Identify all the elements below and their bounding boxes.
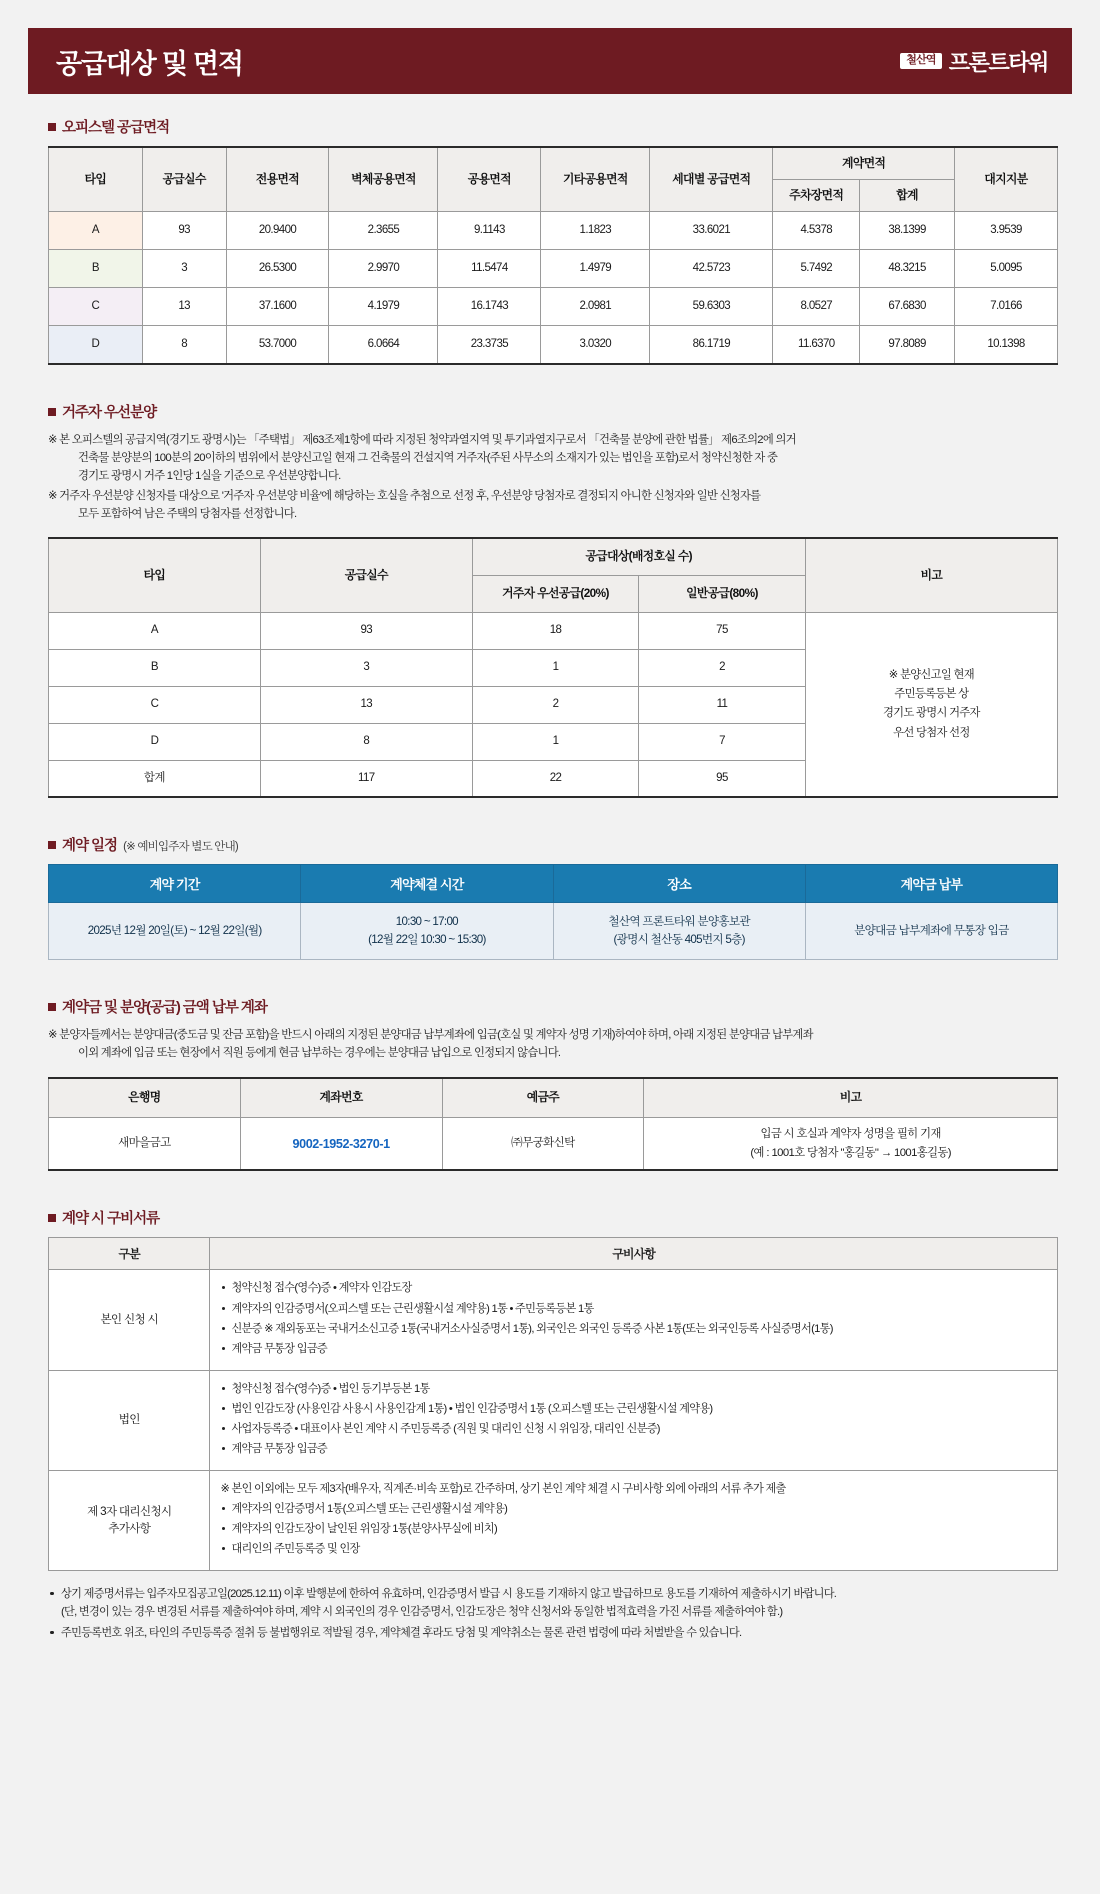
documents-header-row xyxy=(49,1238,1058,1270)
cell-etc-common: 1.4979 xyxy=(541,250,650,288)
note-1-line-3: 경기도 광명시 거주 1인당 1실을 기준으로 우선분양합니다. xyxy=(78,470,341,483)
contract-time-line-2: (12월 22일 10:30 ~ 15:30) xyxy=(368,933,486,947)
cell-units: 13 xyxy=(260,686,472,723)
cell-type: B xyxy=(49,250,143,288)
document-item-list xyxy=(220,1380,1047,1460)
section-heading-schedule xyxy=(48,834,1058,855)
cell-account-holder: ㈜무궁화신탁 xyxy=(442,1118,644,1171)
col-account-number: 계좌번호 xyxy=(240,1078,442,1118)
col-contract-total: 합계 xyxy=(860,180,955,212)
cell-bank-name: 새마을금고 xyxy=(49,1118,241,1171)
col-land-share: 대지지분 xyxy=(955,147,1058,212)
list-item: 계약금 무통장 입금증 xyxy=(220,1340,1047,1359)
document-item-list xyxy=(220,1480,1047,1560)
cell-wall-common: 2.9970 xyxy=(329,250,438,288)
cell-type: B xyxy=(49,649,261,686)
cell-items-proxy xyxy=(210,1470,1058,1570)
category-proxy-line-1: 제 3자 대리신청시 xyxy=(87,1504,172,1518)
col-bank-remark: 비고 xyxy=(644,1078,1058,1118)
cell-bank-remark xyxy=(644,1118,1058,1171)
cell-general: 2 xyxy=(639,649,805,686)
cell-land-share: 5.0095 xyxy=(955,250,1058,288)
cell-parking: 11.6370 xyxy=(773,326,860,364)
page-root xyxy=(0,28,1100,1894)
cell-units: 8 xyxy=(142,326,226,364)
cell-units: 3 xyxy=(142,250,226,288)
cell-per-unit-supply: 33.6021 xyxy=(650,212,773,250)
page-title: 공급대상 및 면적 xyxy=(56,48,243,79)
cell-type: 합계 xyxy=(49,760,261,797)
cell-type: D xyxy=(49,723,261,760)
cell-resident: 22 xyxy=(472,760,638,797)
cell-type: C xyxy=(49,288,143,326)
footer-notes xyxy=(48,1585,1058,1642)
table-row xyxy=(49,903,1058,960)
cell-common: 11.5474 xyxy=(438,250,541,288)
footer-note-2: 주민등록번호 위조, 타인의 주민등록증 절취 등 불법행위로 적발될 경우, 계약체결 후라도 당첨 및 계약취소는 물론 관련 법령에 따라 처벌받을 수 있습니다. xyxy=(48,1624,1058,1642)
cell-units: 3 xyxy=(260,649,472,686)
footer-note-1 xyxy=(48,1585,1058,1621)
brand-station-chip: 철산역 xyxy=(900,53,941,69)
cell-exclusive: 37.1600 xyxy=(226,288,329,326)
page-content xyxy=(0,94,1100,1679)
cell-general: 11 xyxy=(639,686,805,723)
col-type: 타입 xyxy=(49,147,143,212)
col-remark: 비고 xyxy=(805,538,1057,612)
cell-remark xyxy=(805,612,1057,797)
col-account-holder: 예금주 xyxy=(442,1078,644,1118)
table-row xyxy=(49,1270,1058,1370)
list-item: 사업자등록증 • 대표이사 본인 계약 시 주민등록증 (직원 및 대리인 신청 시 위임장, 대리인 신분증) xyxy=(220,1420,1047,1439)
col-contract-period: 계약 기간 xyxy=(49,865,301,903)
page-header xyxy=(28,28,1072,94)
note-1-line-1: ※ 본 오피스텔의 공급지역(경기도 광명시)는 「주택법」 제63조제1항에 따라 지정된 청약과열지역 및 투기과열지구로서 「건축물 분양에 관한 법률」 제6조의2에 의거 xyxy=(48,433,796,446)
cell-parking: 5.7492 xyxy=(773,250,860,288)
col-units: 공급실수 xyxy=(260,538,472,612)
cell-items-corporate xyxy=(210,1370,1058,1470)
col-units: 공급실수 xyxy=(142,147,226,212)
cell-account-number: 9002-1952-3270-1 xyxy=(240,1118,442,1171)
bank-header-row xyxy=(49,1078,1058,1118)
supply-area-table xyxy=(48,146,1058,365)
supply-area-header-row-1 xyxy=(49,147,1058,180)
contract-place-line-2: (광명시 철산동 405번지 5층) xyxy=(613,933,745,947)
remark-line-2: 주민등록등본 상 xyxy=(894,688,969,701)
resident-priority-notes xyxy=(48,431,1058,523)
list-item: 계약자의 인감도장이 날인된 위임장 1통(분양사무실에 비치) xyxy=(220,1520,1047,1539)
contract-place-line-1: 철산역 프론트타워 분양홍보관 xyxy=(608,915,750,929)
list-item: 계약자의 인감증명서 1통(오피스텔 또는 근린생활시설 계약용) xyxy=(220,1500,1047,1519)
col-bank-name: 은행명 xyxy=(49,1078,241,1118)
bank-note-line-2: 이외 계좌에 입금 또는 현장에서 직원 등에게 현금 납부하는 경우에는 분양대금 납입으로 인정되지 않습니다. xyxy=(78,1047,561,1060)
square-bullet-icon xyxy=(48,1003,56,1011)
cell-general: 95 xyxy=(639,760,805,797)
note-paragraph-1 xyxy=(48,431,1058,486)
section-title-supply-area: 오피스텔 공급면적 xyxy=(62,120,170,136)
cell-contract-total: 67.6830 xyxy=(860,288,955,326)
table-row xyxy=(49,212,1058,250)
col-document-items: 구비사항 xyxy=(210,1238,1058,1270)
cell-type: A xyxy=(49,612,261,649)
schedule-table xyxy=(48,864,1058,960)
cell-deposit-payment: 분양대금 납부계좌에 무통장 입금 xyxy=(805,903,1057,960)
list-item: 법인 인감도장 (사용인감 사용시 사용인감계 1통) • 법인 인감증명서 1통 (오피스텔 또는 근린생활시설 계약용) xyxy=(220,1400,1047,1419)
cell-contract-total: 48.3215 xyxy=(860,250,955,288)
list-item-note: ※ 본인 이외에는 모두 제3자(배우자, 직계존·비속 포함)로 간주하며, 상기 본인 계약 체결 시 구비사항 외에 아래의 서류 추가 제출 xyxy=(220,1482,786,1495)
col-parking-area: 주차장면적 xyxy=(773,180,860,212)
cell-exclusive: 26.5300 xyxy=(226,250,329,288)
footer-note-1-line-2: (단, 변경이 있는 경우 변경된 서류를 제출하여야 하며, 계약 시 외국인의 경우 인감증명서, 인감도장은 청약 신청서와 동일한 법적효력을 가진 서류를 제출하여야 함.) xyxy=(61,1605,783,1618)
cell-type: C xyxy=(49,686,261,723)
square-bullet-icon xyxy=(48,408,56,416)
bank-remark-line-1: 입금 시 호실과 계약자 성명을 필히 기재 xyxy=(760,1128,941,1141)
col-document-category: 구분 xyxy=(49,1238,210,1270)
category-proxy-line-2: 추가사항 xyxy=(108,1522,151,1536)
cell-contract-total: 38.1399 xyxy=(860,212,955,250)
cell-wall-common: 4.1979 xyxy=(329,288,438,326)
list-item: 청약신청 접수(영수)증 • 계약자 인감도장 xyxy=(220,1279,1047,1298)
col-per-unit-supply-area: 세대별 공급면적 xyxy=(650,147,773,212)
note-paragraph-2 xyxy=(48,487,1058,524)
cell-parking: 4.5378 xyxy=(773,212,860,250)
cell-common: 9.1143 xyxy=(438,212,541,250)
brand-logo xyxy=(900,46,1048,77)
remark-line-4: 우선 당첨자 선정 xyxy=(893,726,970,739)
square-bullet-icon xyxy=(48,1214,56,1222)
square-bullet-icon xyxy=(48,841,56,849)
col-etc-common-area: 기타공용면적 xyxy=(541,147,650,212)
bank-note-line-1: ※ 분양자들께서는 분양대금(중도금 및 잔금 포함)을 반드시 아래의 지정된 분양대금 납부계좌에 입금(호실 및 계약자 성명 기재)하여야 하며, 아래 지정된 분양대금 납부계좌 xyxy=(48,1029,813,1042)
bank-note-paragraph xyxy=(48,1026,1058,1063)
bank-notes xyxy=(48,1026,1058,1063)
square-bullet-icon xyxy=(48,123,56,131)
cell-resident: 1 xyxy=(472,723,638,760)
cell-resident: 1 xyxy=(472,649,638,686)
list-item: 청약신청 접수(영수)증 • 법인 등기부등본 1통 xyxy=(220,1380,1047,1399)
cell-common: 23.3735 xyxy=(438,326,541,364)
cell-per-unit-supply: 59.6303 xyxy=(650,288,773,326)
section-heading-bank xyxy=(48,996,1058,1017)
section-heading-documents xyxy=(48,1207,1058,1228)
cell-wall-common: 6.0664 xyxy=(329,326,438,364)
remark-line-1: ※ 분양신고일 현재 xyxy=(888,669,974,682)
col-exclusive-area: 전용면적 xyxy=(226,147,329,212)
col-general-supply: 일반공급(80%) xyxy=(639,575,805,612)
col-deposit-payment: 계약금 납부 xyxy=(805,865,1057,903)
section-title-schedule: 계약 일정 xyxy=(62,838,118,855)
cell-category-corporate: 법인 xyxy=(49,1370,210,1470)
cell-units: 117 xyxy=(260,760,472,797)
cell-contract-time xyxy=(301,903,553,960)
col-contract-area-group: 계약면적 xyxy=(773,147,955,180)
note-2-line-2: 모두 포함하여 남은 주택의 당첨자를 선정합니다. xyxy=(78,507,297,520)
cell-type: D xyxy=(49,326,143,364)
cell-etc-common: 1.1823 xyxy=(541,212,650,250)
cell-resident: 2 xyxy=(472,686,638,723)
cell-land-share: 3.9539 xyxy=(955,212,1058,250)
section-subtitle-schedule: (※ 예비입주자 별도 안내) xyxy=(123,841,238,854)
table-row xyxy=(49,1118,1058,1171)
cell-etc-common: 3.0320 xyxy=(541,326,650,364)
cell-contract-period: 2025년 12월 20일(토) ~ 12월 22일(월) xyxy=(49,903,301,960)
col-common-area: 공용면적 xyxy=(438,147,541,212)
note-1-line-2: 건축물 분양분의 100분의 20이하의 범위에서 분양신고일 현재 그 건축물의 건설지역 거주자(주된 사무소의 소재지가 있는 법인을 포함)로서 청약신청한 자 중 xyxy=(78,451,778,464)
section-title-resident-priority: 거주자 우선분양 xyxy=(62,404,157,421)
remark-line-3: 경기도 광명시 거주자 xyxy=(882,707,980,720)
list-item: 계약자의 인감증명서(오피스텔 또는 근린생활시설 계약용) 1통 • 주민등록등본 1통 xyxy=(220,1300,1047,1319)
cell-units: 8 xyxy=(260,723,472,760)
cell-resident: 18 xyxy=(472,612,638,649)
contract-time-line-1: 10:30 ~ 17:00 xyxy=(395,915,458,929)
cell-category-personal: 본인 신청 시 xyxy=(49,1270,210,1370)
section-heading-supply-area xyxy=(48,116,1058,137)
cell-general: 7 xyxy=(639,723,805,760)
section-title-documents: 계약 시 구비서류 xyxy=(62,1211,160,1228)
required-documents-table xyxy=(48,1237,1058,1570)
col-supply-target-group: 공급대상(배정호실 수) xyxy=(472,538,805,575)
list-item: 신분증 ※ 재외동포는 국내거소신고증 1통(국내거소사실증명서 1통), 외국인은 외국인 등록증 사본 1통(또는 외국인등록 사실증명서(1통) xyxy=(220,1320,1047,1339)
brand-name: 프론트타워 xyxy=(948,49,1048,75)
cell-general: 75 xyxy=(639,612,805,649)
bank-remark-line-2: (예 : 1001호 당첨자 "홍길동" → 1001홍길동) xyxy=(750,1146,951,1159)
cell-units: 93 xyxy=(142,212,226,250)
cell-parking: 8.0527 xyxy=(773,288,860,326)
cell-etc-common: 2.0981 xyxy=(541,288,650,326)
cell-land-share: 7.0166 xyxy=(955,288,1058,326)
allocation-table xyxy=(48,537,1058,798)
bank-account-table xyxy=(48,1077,1058,1172)
table-row xyxy=(49,326,1058,364)
section-title-bank: 계약금 및 분양(공급) 금액 납부 계좌 xyxy=(62,1000,267,1017)
table-row xyxy=(49,1370,1058,1470)
col-contract-time: 계약체결 시간 xyxy=(301,865,553,903)
note-2-line-1: ※ 거주자 우선분양 신청자를 대상으로 '거주자 우선분양 비율'에 해당하는 호실을 추첨으로 선정 후, 우선분양 당첨자로 결정되지 아니한 신청자와 일반 신청자를 xyxy=(48,489,761,502)
cell-units: 13 xyxy=(142,288,226,326)
list-item: 계약금 무통장 입금증 xyxy=(220,1440,1047,1459)
cell-contract-total: 97.8089 xyxy=(860,326,955,364)
schedule-header-row xyxy=(49,865,1058,903)
cell-type: A xyxy=(49,212,143,250)
cell-contract-place xyxy=(553,903,805,960)
cell-common: 16.1743 xyxy=(438,288,541,326)
cell-exclusive: 53.7000 xyxy=(226,326,329,364)
footer-note-1-line-1: 상기 제증명서류는 입주자모집공고일(2025.12.11) 이후 발행분에 한하여 유효하며, 인감증명서 발급 시 용도를 기재하지 않고 발급하므로 용도를 기재하여 제출하시기 바랍니다. xyxy=(61,1587,837,1600)
table-row xyxy=(49,288,1058,326)
allocation-header-row-1 xyxy=(49,538,1058,575)
cell-items-personal xyxy=(210,1270,1058,1370)
section-heading-resident-priority xyxy=(48,401,1058,422)
col-type: 타입 xyxy=(49,538,261,612)
cell-per-unit-supply: 86.1719 xyxy=(650,326,773,364)
table-row xyxy=(49,1470,1058,1570)
col-contract-place: 장소 xyxy=(553,865,805,903)
col-wall-common-area: 벽체공용면적 xyxy=(329,147,438,212)
cell-category-proxy xyxy=(49,1470,210,1570)
cell-land-share: 10.1398 xyxy=(955,326,1058,364)
list-item: 대리인의 주민등록증 및 인장 xyxy=(220,1540,1047,1559)
cell-units: 93 xyxy=(260,612,472,649)
table-row xyxy=(49,612,1058,649)
cell-exclusive: 20.9400 xyxy=(226,212,329,250)
cell-per-unit-supply: 42.5723 xyxy=(650,250,773,288)
col-resident-priority-supply: 거주자 우선공급(20%) xyxy=(472,575,638,612)
cell-wall-common: 2.3655 xyxy=(329,212,438,250)
document-item-list xyxy=(220,1279,1047,1359)
table-row xyxy=(49,250,1058,288)
